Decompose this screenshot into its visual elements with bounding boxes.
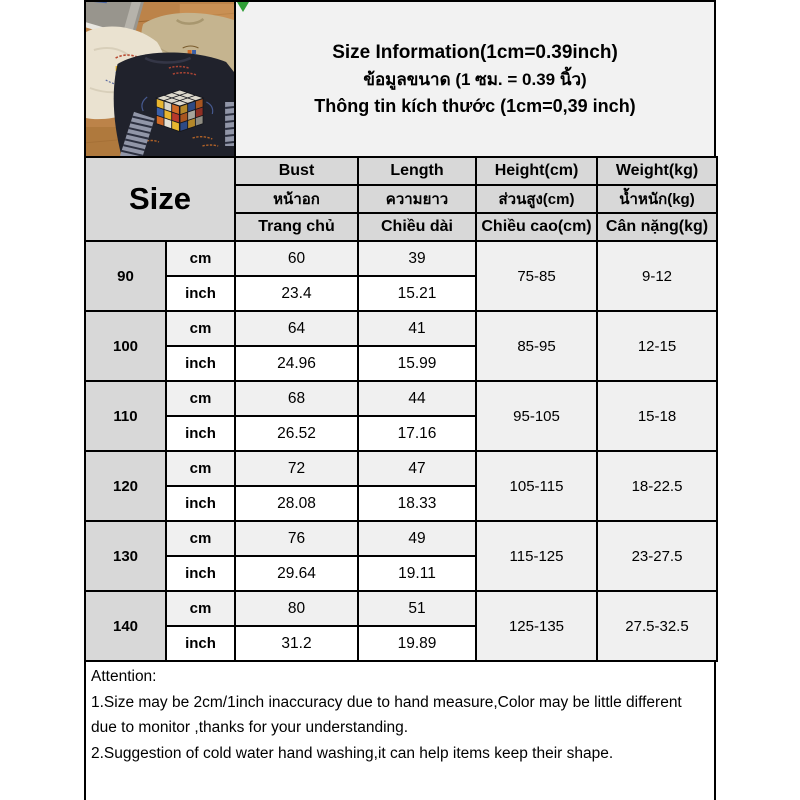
header-length-vi: Chiều dài	[358, 213, 476, 241]
attention-heading: Attention:	[91, 668, 157, 685]
unit-inch-label: inch	[166, 486, 235, 521]
title-vietnamese: Thông tin kích thước (1cm=0,39 inch)	[314, 95, 636, 116]
header-length-en: Length	[358, 157, 476, 185]
header-length-th: ความยาว	[358, 185, 476, 213]
size-100-length-inch: 15.99	[358, 346, 476, 381]
size-90-bust-cm: 60	[235, 241, 358, 276]
unit-inch-label: inch	[166, 626, 235, 661]
size-100-label: 100	[85, 311, 166, 381]
size-110-length-cm: 44	[358, 381, 476, 416]
unit-inch-label: inch	[166, 556, 235, 591]
unit-cm-label: cm	[166, 381, 235, 416]
size-120-label: 120	[85, 451, 166, 521]
header-bust-en: Bust	[235, 157, 358, 185]
header-bust-th: หน้าอก	[235, 185, 358, 213]
unit-inch-label: inch	[166, 416, 235, 451]
size-column-header: Size	[85, 157, 235, 241]
size-140-weight: 27.5-32.5	[597, 591, 717, 661]
size-100-bust-cm: 64	[235, 311, 358, 346]
unit-cm-label: cm	[166, 591, 235, 626]
size-110-length-inch: 17.16	[358, 416, 476, 451]
header-height-en: Height(cm)	[476, 157, 597, 185]
size-130-bust-inch: 29.64	[235, 556, 358, 591]
size-110-height: 95-105	[476, 381, 597, 451]
attention-note-2: 2.Suggestion of cold water hand washing,it can help items keep their shape.	[91, 744, 614, 762]
size-100-weight: 12-15	[597, 311, 717, 381]
size-120-length-cm: 47	[358, 451, 476, 486]
size-90-height: 75-85	[476, 241, 597, 311]
size-120-height: 105-115	[476, 451, 597, 521]
unit-inch-label: inch	[166, 346, 235, 381]
size-table	[84, 156, 718, 662]
header-height-th: ส่วนสูง(cm)	[476, 185, 597, 213]
size-140-bust-inch: 31.2	[235, 626, 358, 661]
size-110-bust-inch: 26.52	[235, 416, 358, 451]
size-100-length-cm: 41	[358, 311, 476, 346]
title-english: Size Information(1cm=0.39inch)	[332, 41, 618, 63]
size-120-weight: 18-22.5	[597, 451, 717, 521]
unit-cm-label: cm	[166, 451, 235, 486]
title-block	[236, 2, 714, 156]
size-110-weight: 15-18	[597, 381, 717, 451]
header-height-vi: Chiều cao(cm)	[476, 213, 597, 241]
header-weight-vi: Cân nặng(kg)	[597, 213, 717, 241]
size-110-label: 110	[85, 381, 166, 451]
header-bust-vi: Trang chủ	[235, 213, 358, 241]
size-140-length-cm: 51	[358, 591, 476, 626]
unit-cm-label: cm	[166, 311, 235, 346]
size-90-bust-inch: 23.4	[235, 276, 358, 311]
striped-cuff-right-graphic	[225, 102, 234, 146]
title-thai: ข้อมูลขนาด (1 ซม. = 0.39 นิ้ว)	[363, 69, 587, 89]
product-photo-illustration	[86, 2, 234, 156]
header-weight-th: น้ำหนัก(kg)	[597, 185, 717, 213]
product-photo	[86, 2, 236, 156]
size-100-bust-inch: 24.96	[235, 346, 358, 381]
attention-note-1: 1.Size may be 2cm/1inch inaccuracy due to hand measure,Color may be little different due to monitor ,thanks for your understanding.	[91, 693, 682, 736]
size-140-height: 125-135	[476, 591, 597, 661]
size-130-bust-cm: 76	[235, 521, 358, 556]
size-90-length-cm: 39	[358, 241, 476, 276]
size-140-bust-cm: 80	[235, 591, 358, 626]
size-130-label: 130	[85, 521, 166, 591]
size-90-label: 90	[85, 241, 166, 311]
size-90-length-inch: 15.21	[358, 276, 476, 311]
size-chart-sheet	[84, 0, 716, 800]
size-110-bust-cm: 68	[235, 381, 358, 416]
top-block	[84, 0, 716, 156]
size-140-label: 140	[85, 591, 166, 661]
header-weight-en: Weight(kg)	[597, 157, 717, 185]
size-140-length-inch: 19.89	[358, 626, 476, 661]
size-120-bust-cm: 72	[235, 451, 358, 486]
size-90-weight: 9-12	[597, 241, 717, 311]
size-130-length-inch: 19.11	[358, 556, 476, 591]
unit-cm-label: cm	[166, 521, 235, 556]
size-130-length-cm: 49	[358, 521, 476, 556]
unit-inch-label: inch	[166, 276, 235, 311]
attention-notes	[84, 662, 716, 800]
size-120-length-inch: 18.33	[358, 486, 476, 521]
unit-cm-label: cm	[166, 241, 235, 276]
size-120-bust-inch: 28.08	[235, 486, 358, 521]
green-corner-icon	[237, 2, 249, 12]
size-130-height: 115-125	[476, 521, 597, 591]
size-130-weight: 23-27.5	[597, 521, 717, 591]
black-shirt-graphic	[114, 53, 234, 157]
size-100-height: 85-95	[476, 311, 597, 381]
